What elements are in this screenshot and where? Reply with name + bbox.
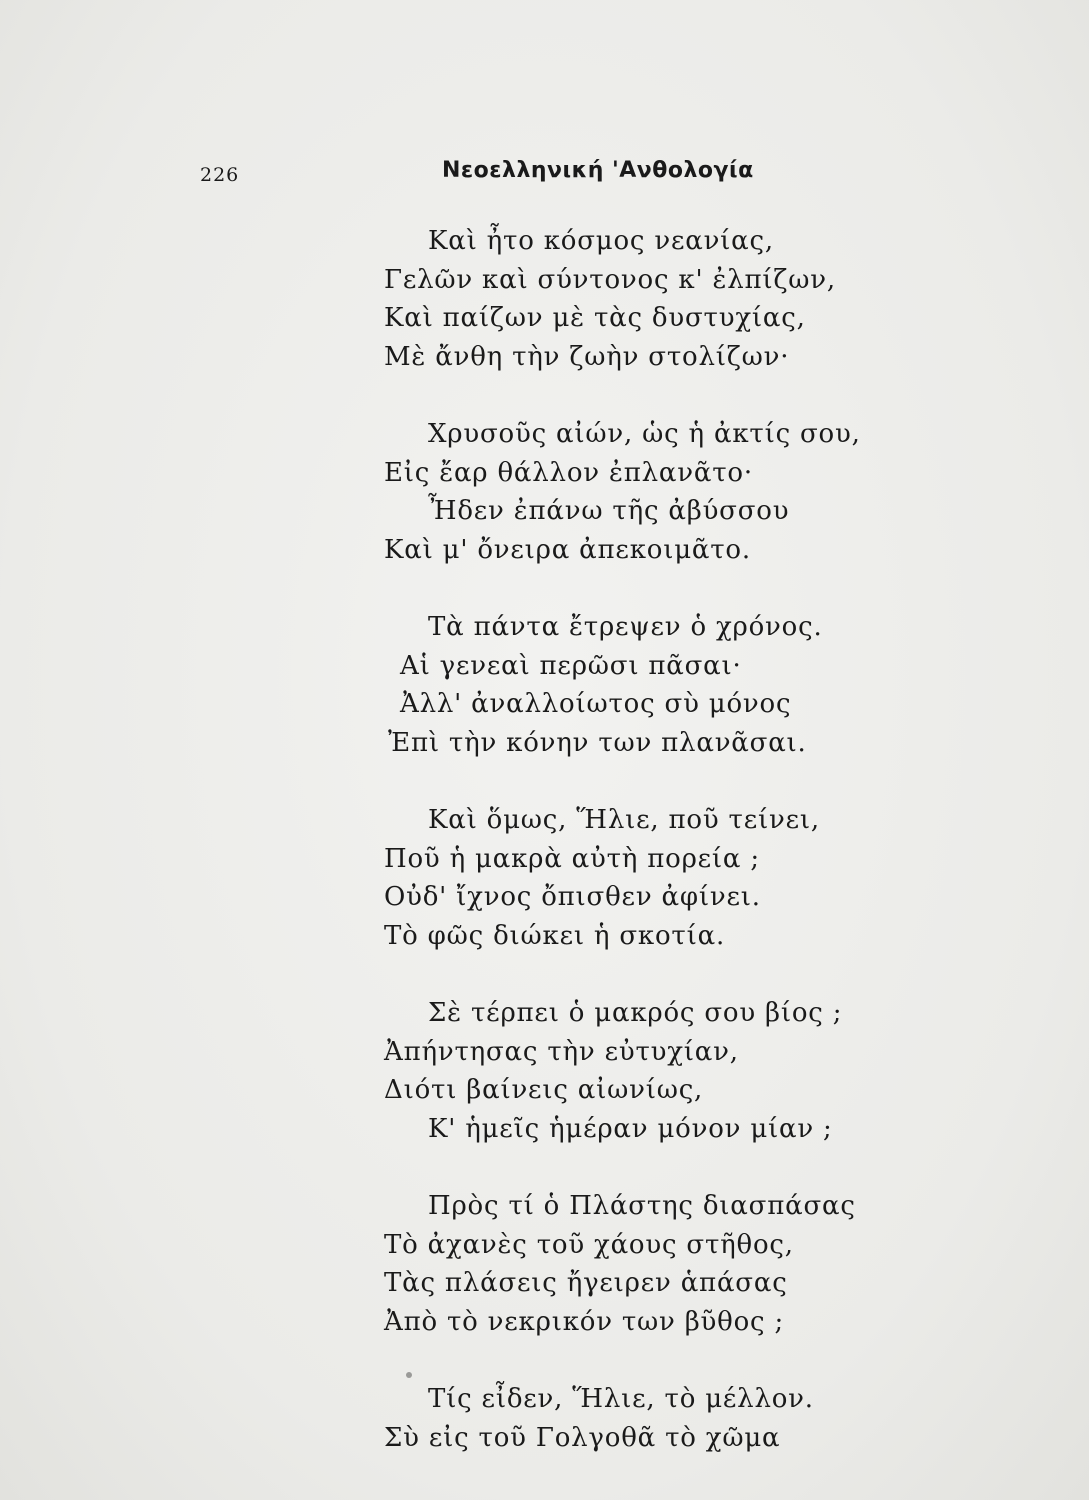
poem-line: Ἐπὶ τὴν κόνην των πλανᾶσαι. (388, 727, 807, 758)
poem-line: Ἀλλ' ἀναλλοίωτος σὺ μόνος (400, 689, 792, 719)
running-head (0, 158, 1089, 188)
stanza-7 (384, 1380, 944, 1457)
poem-line: Εἰς ἔαρ θάλλον ἐπλανᾶτο· (384, 457, 753, 488)
poem-line: Ἀπὸ τὸ νεκρικόν των βῦθος ; (384, 1306, 785, 1337)
poem-line: Μὲ ἄνθη τὴν ζωὴν στολίζων· (384, 341, 790, 372)
poem-line: Ποῦ ἡ μακρὰ αὐτὴ πορεία ; (384, 843, 760, 874)
stanza-6 (384, 1187, 944, 1341)
page-number: 226 (200, 164, 240, 186)
poem-line: Αἱ γενεαὶ περῶσι πᾶσαι· (400, 650, 742, 681)
poem-line: Κ' ἡμεῖς ἡμέραν μόνον μίαν ; (428, 1113, 833, 1144)
book-title: Νεοελληνική 'Ανθολογία (442, 158, 754, 183)
poem-line: Καὶ ἦτο κόσμος νεανίας, (428, 226, 774, 256)
poem-line: Καὶ ὅμως, Ἥλιε, ποῦ τείνει, (428, 805, 820, 835)
poem (384, 222, 944, 1496)
poem-line: Σὺ εἰς τοῦ Γολγοθᾶ τὸ χῶμα (384, 1422, 781, 1453)
stanza-2 (384, 415, 944, 569)
poem-line: Γελῶν καὶ σύντονος κ' ἐλπίζων, (384, 264, 836, 295)
poem-line: Διότι βαίνεις αἰωνίως, (384, 1075, 704, 1105)
poem-line: Καὶ μ' ὄνειρα ἀπεκοιμᾶτο. (384, 534, 751, 565)
stanza-5 (384, 994, 944, 1148)
poem-line: Τὰ πάντα ἔτρεψεν ὁ χρόνος. (428, 612, 823, 642)
stanza-4 (384, 801, 944, 955)
stanza-3 (384, 608, 944, 762)
poem-line: Ἀπήντησας τὴν εὐτυχίαν, (384, 1036, 739, 1067)
poem-line: Τὰς πλάσεις ἤγειρεν ἁπάσας (384, 1268, 788, 1298)
poem-line: Οὐδ' ἴχνος ὄπισθεν ἀφίνει. (384, 882, 761, 912)
poem-line: Τὸ ἀχανὲς τοῦ χάους στῆθος, (384, 1229, 794, 1260)
poem-line: Καὶ παίζων μὲ τὰς δυστυχίας, (384, 303, 806, 333)
poem-line: Χρυσοῦς αἰών, ὡς ἡ ἀκτίς σου, (428, 419, 861, 449)
poem-line: Σὲ τέρπει ὁ μακρός σου βίος ; (428, 998, 843, 1028)
stanza-1 (384, 222, 944, 376)
poem-line: Τὸ φῶς διώκει ἡ σκοτία. (384, 920, 726, 951)
paper-speck (406, 1372, 412, 1378)
poem-line: Τίς εἶδεν, Ἥλιε, τὸ μέλλον. (428, 1384, 814, 1414)
poem-line: Ἦδεν ἐπάνω τῆς ἀβύσσου (428, 496, 790, 526)
poem-line: Πρὸς τί ὁ Πλάστης διασπάσας (428, 1191, 856, 1221)
